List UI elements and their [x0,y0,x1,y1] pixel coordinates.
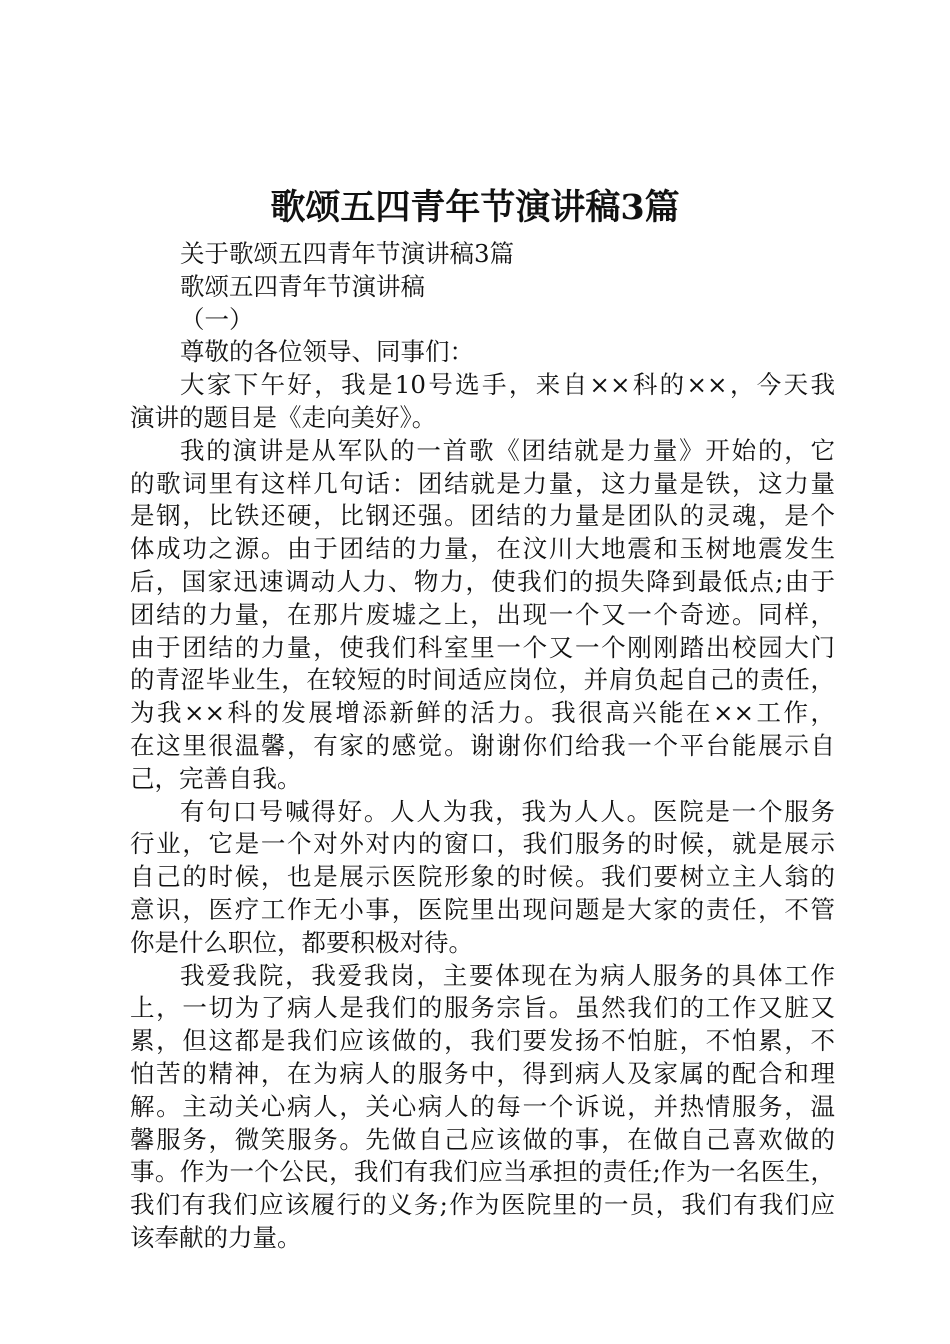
text-line: 馨服务，微笑服务。先做自己应该做的事，在做自己喜欢做的 [130,1124,835,1154]
text-line: 的歌词里有这样几句话：团结就是力量，这力量是铁，这力量 [130,468,835,498]
text-line: 尊敬的各位领导、同事们： [180,337,474,367]
text-line: 在这里很温馨，有家的感觉。谢谢你们给我一个平台能展示自 [130,730,835,760]
text-line: 自己的时候，也是展示医院形象的时候。我们要树立主人翁的 [130,862,835,892]
text-line: 演讲的题目是《走向美好》。 [130,402,437,432]
text-line: 有句口号喊得好。人人为我，我为人人。医院是一个服务 [180,796,835,826]
text-line: 关于歌颂五四青年节演讲稿3篇 [180,239,515,268]
text-line: 团结的力量，在那片废墟之上，出现一个又一个奇迹。同样， [130,599,835,629]
text-line: 的青涩毕业生，在较短的时间适应岗位，并肩负起自己的责任， [130,665,835,695]
text-line: （一） [180,304,254,334]
text-line: 我爱我院，我爱我岗，主要体现在为病人服务的具体工作 [180,960,835,990]
text-line: 上，一切为了病人是我们的服务宗旨。虽然我们的工作又脏又 [130,993,835,1023]
text-line: 由于团结的力量，使我们科室里一个又一个刚刚踏出校园大门 [130,632,835,662]
text-line: 大家下午好，我是10号选手，来自××科的××，今天我 [180,370,835,400]
text-line: 意识，医疗工作无小事，医院里出现问题是大家的责任，不管 [130,894,835,924]
text-line: 累，但这都是我们应该做的，我们要发扬不怕脏，不怕累，不 [130,1026,835,1056]
text-line: 我们有我们应该履行的义务;作为医院里的一员，我们有我们应 [130,1190,835,1220]
text-line: 歌颂五四青年节演讲稿 [180,271,425,301]
text-line: 怕苦的精神，在为病人的服务中，得到病人及家属的配合和理 [130,1058,835,1088]
text-line: 解。主动关心病人，关心病人的每一个诉说，并热情服务，温 [130,1091,835,1121]
text-line: 己，完善自我。 [130,763,302,793]
document-title: 歌颂五四青年节演讲稿3篇 [270,187,680,228]
text-line: 体成功之源。由于团结的力量，在汶川大地震和玉树地震发生 [130,534,835,564]
document-body [130,238,835,1255]
text-line: 后，国家迅速调动人力、物力，使我们的损失降到最低点;由于 [130,566,835,596]
text-line: 行业，它是一个对外对内的窗口，我们服务的时候，就是展示 [130,829,835,859]
text-line: 你是什么职位，都要积极对待。 [130,927,473,957]
text-line: 是钢，比铁还硬，比钢还强。团结的力量是团队的灵魂，是个 [130,501,835,531]
text-line: 我的演讲是从军队的一首歌《团结就是力量》开始的，它 [180,435,835,465]
text-line: 为我××科的发展增添新鲜的活力。我很高兴能在××工作， [130,698,835,728]
text-line: 该奉献的力量。 [130,1222,302,1252]
text-line: 事。作为一个公民，我们有我们应当承担的责任;作为一名医生， [130,1157,835,1187]
